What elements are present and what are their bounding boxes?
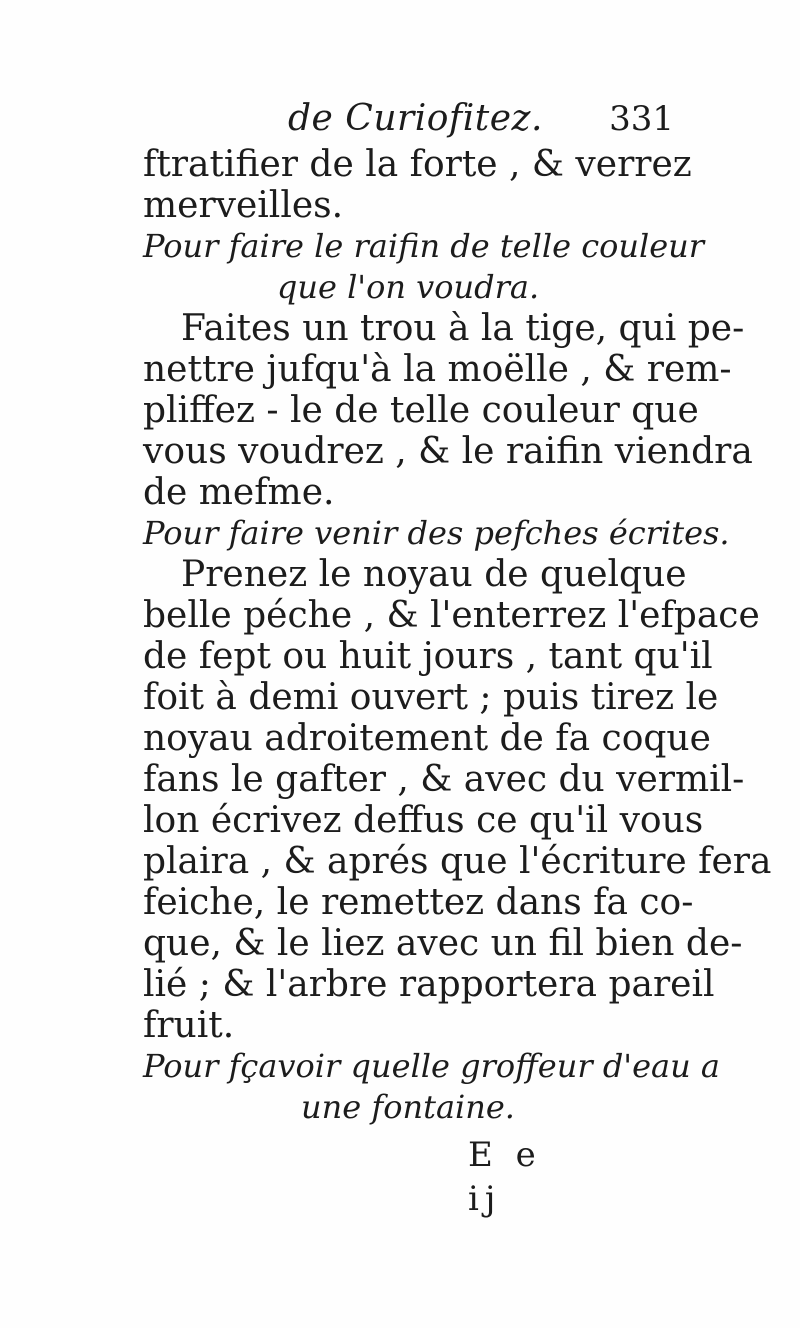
- text-line: pliffez - le de telle couleur que: [143, 390, 699, 431]
- page-header: [140, 96, 680, 146]
- text-line: de fept ou huit jours , tant qu'il: [143, 636, 713, 677]
- text-line: Faites un trou à la tige, qui pe-: [181, 308, 745, 349]
- section-heading: Pour faire venir des pefches écrites.: [143, 514, 730, 552]
- text-line: Prenez le noyau de quelque: [181, 554, 687, 595]
- text-line: nettre jufqu'à la moëlle , & rem-: [143, 349, 732, 390]
- text-line: ftratifier de la forte , & verrez: [143, 144, 692, 185]
- text-line: que, & le liez avec un fil bien de-: [143, 923, 743, 964]
- page-number: 331: [609, 99, 674, 139]
- signature-mark: [468, 1133, 588, 1219]
- section-heading: Pour faire le raifin de telle couleur: [143, 227, 705, 265]
- text-line: merveilles.: [143, 185, 344, 226]
- text-line: fruit.: [143, 1005, 235, 1046]
- running-title: de Curiofitez.: [288, 98, 543, 139]
- body-text: [143, 144, 772, 1128]
- text-line: lon écrivez deffus ce qu'il vous: [143, 800, 704, 841]
- section-heading: Pour fçavoir quelle groffeur d'eau a: [143, 1047, 720, 1085]
- section-heading: une fontaine.: [301, 1088, 515, 1126]
- text-line: plaira , & aprés que l'écriture fera: [143, 841, 772, 882]
- text-line: foit à demi ouvert ; puis tirez le: [143, 677, 719, 718]
- text-line: noyau adroitement de fa coque: [143, 718, 711, 759]
- text-line: feiche, le remettez dans fa co-: [143, 882, 694, 923]
- signature-text: E e ij: [468, 1135, 542, 1219]
- section-heading: que l'on voudra.: [276, 268, 540, 306]
- text-line: vous voudrez , & le raifin viendra: [143, 431, 753, 472]
- text-line: belle péche , & l'enterrez l'efpace: [143, 595, 760, 636]
- text-line: lié ; & l'arbre rapportera pareil: [143, 964, 715, 1005]
- text-line: de mefme.: [143, 472, 335, 513]
- text-line: fans le gafter , & avec du vermil-: [143, 759, 745, 800]
